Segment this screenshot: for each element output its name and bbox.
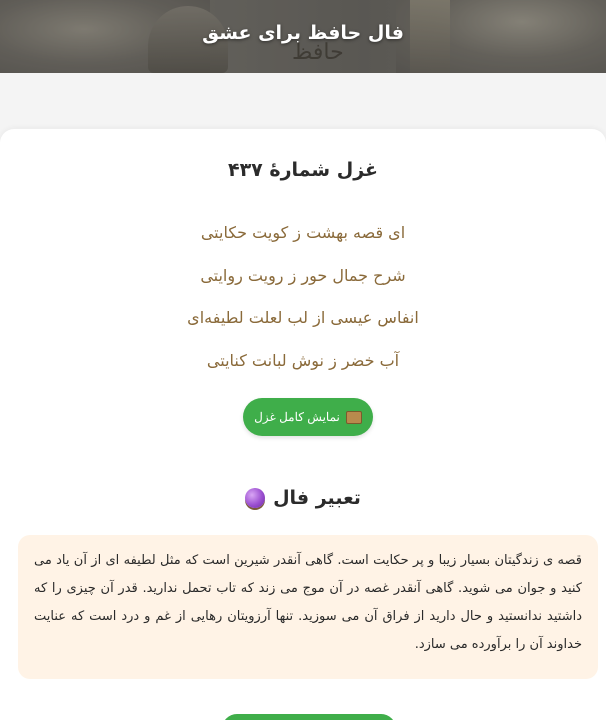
- header-banner: [0, 0, 606, 73]
- show-full-ghazal-button[interactable]: [243, 398, 373, 436]
- crystal-ball-icon: [245, 488, 265, 508]
- page-title: فال حافظ برای عشق: [202, 22, 404, 44]
- interpretation-text: قصه ی زندگیتان بسیار زیبا و پر حکایت است. گاهی آنقدر شیرین است که مثل لطیفه ای از آن یاد می کنید و جوان می شوید. گاهی آنقدر غصه در آن موج می زند که تاب تحمل ندارید. قدر آن چیزی را که داشتید ندانستید و حال دارید از فراق آن می سوزید. تنها آرزویتان رهایی از غم و درد است که عنایت خداوند آن را برآورده می سازد.: [34, 553, 582, 652]
- interpretation-title: تعبیر فال: [273, 487, 361, 509]
- scroll-icon: [346, 411, 362, 424]
- hafez-signature: حافظ: [292, 40, 344, 65]
- verse-line: انفاس عیسی از لب لعلت لطیفه‌ای: [187, 308, 419, 327]
- interpretation-heading: [0, 487, 606, 509]
- interpretation-box: [18, 535, 598, 679]
- bottom-action-button[interactable]: [222, 714, 396, 720]
- ghazal-title: غزل شمارهٔ ۴۳۷: [227, 159, 379, 181]
- verse-line: آب خضر ز نوش لبانت کنایتی: [206, 351, 400, 370]
- show-full-ghazal-label: نمایش کامل غزل: [254, 410, 340, 424]
- verse-line: ای قصه بهشت ز کویت حکایتی: [200, 223, 406, 242]
- verse-line: شرح جمال حور ز رویت روایتی: [200, 266, 406, 285]
